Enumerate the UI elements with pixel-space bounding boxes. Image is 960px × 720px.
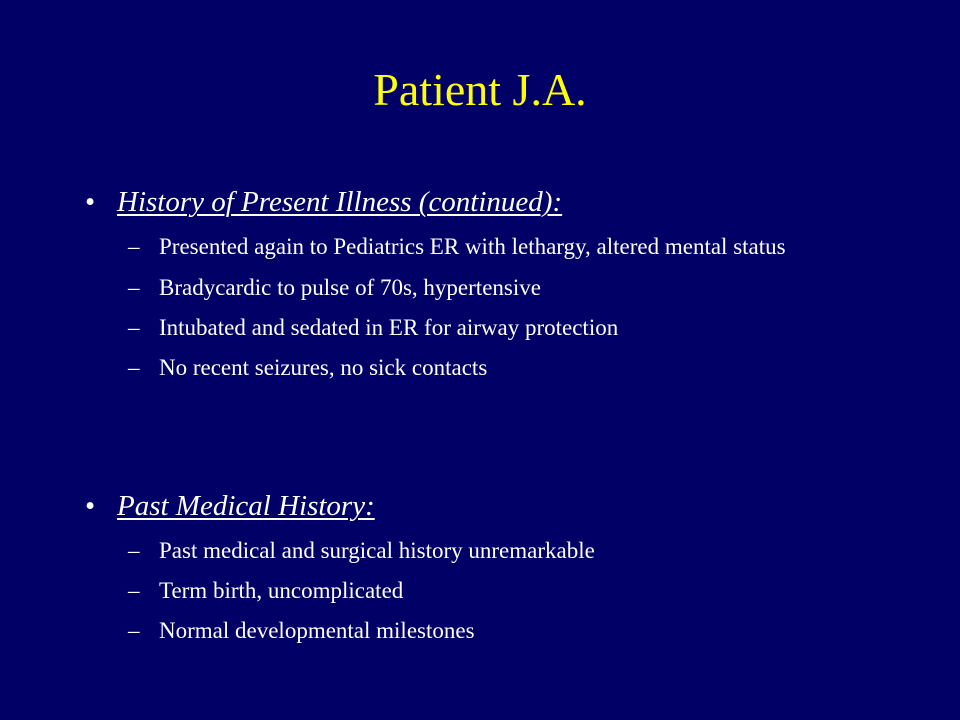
list-item-text: Bradycardic to pulse of 70s, hypertensive: [159, 275, 541, 300]
bullet-icon: •: [85, 186, 96, 218]
list-item-text: Term birth, uncomplicated: [159, 578, 404, 603]
dash-icon: –: [128, 234, 140, 259]
section-heading-label: Past Medical History:: [117, 490, 375, 522]
section-past-medical-history: [85, 488, 885, 645]
section-heading: [85, 184, 885, 220]
bullet-icon: •: [85, 490, 96, 522]
dash-icon: –: [128, 275, 140, 300]
dash-icon: –: [128, 355, 140, 380]
section-heading: [85, 488, 885, 524]
list-item-text: Normal developmental milestones: [159, 618, 475, 643]
sub-list: [85, 536, 885, 645]
list-item-text: No recent seizures, no sick contacts: [159, 355, 488, 380]
list-item: [85, 616, 885, 645]
list-item-text: Past medical and surgical history unremarkable: [159, 538, 595, 563]
dash-icon: –: [128, 315, 140, 340]
sub-list: [85, 232, 885, 382]
slide-title: Patient J.A.: [373, 64, 587, 115]
list-item: [85, 536, 885, 565]
list-item: [85, 353, 885, 382]
list-item: [85, 232, 885, 261]
section-heading-label: History of Present Illness (continued):: [117, 186, 563, 218]
dash-icon: –: [128, 538, 140, 563]
dash-icon: –: [128, 578, 140, 603]
section-history-present-illness: [85, 184, 885, 382]
dash-icon: –: [128, 618, 140, 643]
list-item-text: Intubated and sedated in ER for airway protection: [159, 315, 619, 340]
list-item: [85, 313, 885, 342]
list-item: [85, 273, 885, 302]
list-item-text: Presented again to Pediatrics ER with lethargy, altered mental status: [159, 234, 786, 259]
list-item: [85, 576, 885, 605]
